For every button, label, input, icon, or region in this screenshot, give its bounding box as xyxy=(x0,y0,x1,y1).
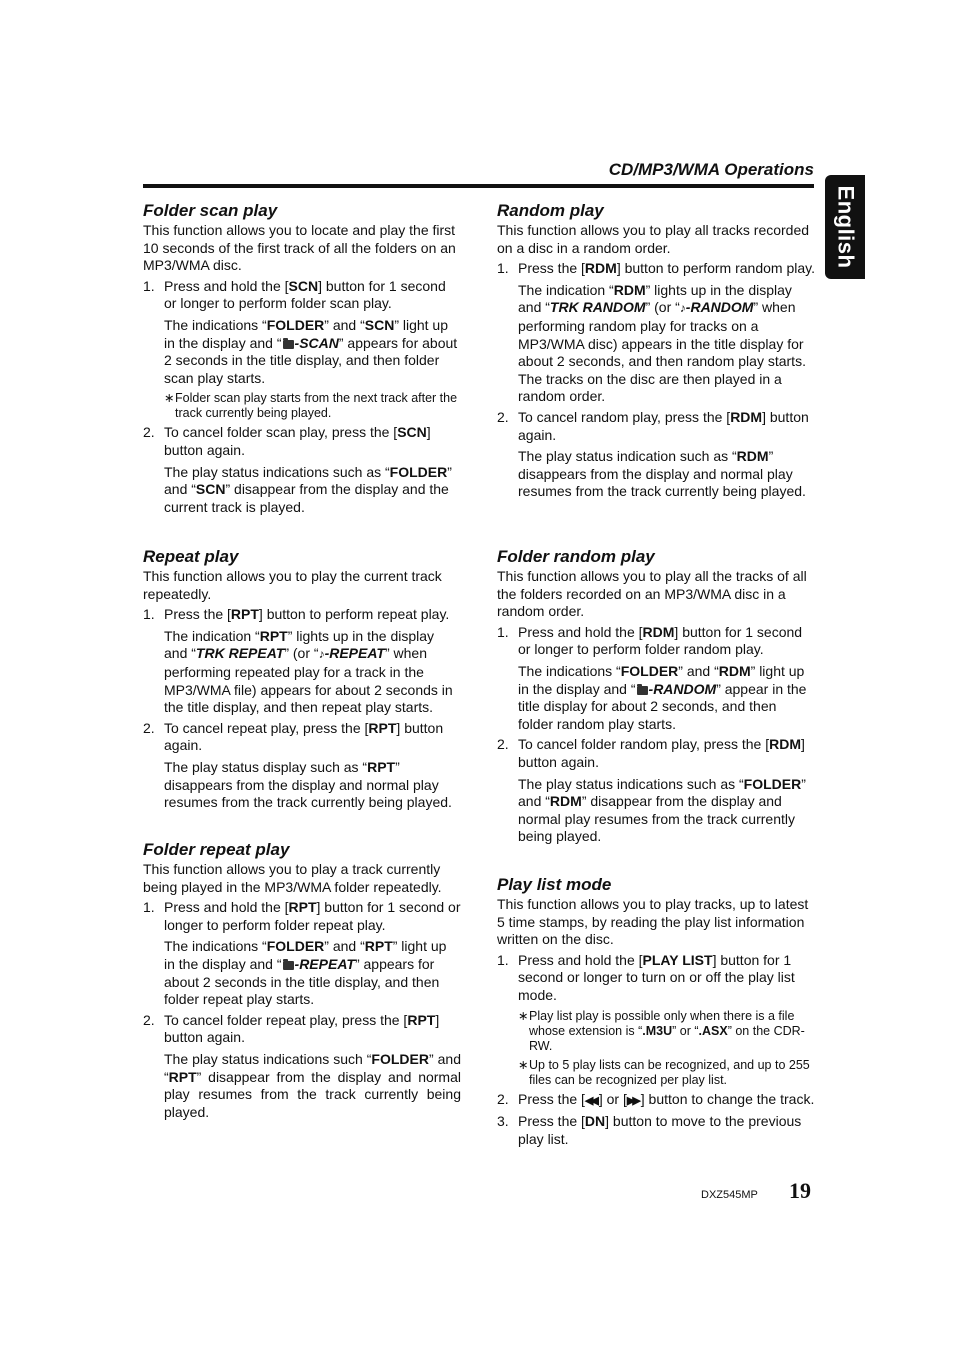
step-1: 1. Press the [RPT] button to perform repeat play. The indication “RPT” lights up in the display and “TRK REPEAT” (or “♪-REPEAT” when performing repeated play for a track in the MP3/WMA file) appears for about 2 seconds in the title display, and then repeat play starts. xyxy=(143,606,461,717)
section-title: Repeat play xyxy=(143,547,239,566)
fine-print-note: ∗ Folder scan play starts from the next track after the track currently being played. xyxy=(164,391,458,421)
section-intro: This function allows you to play a track currently being played in the MP3/WMA folder repeatedly. xyxy=(143,861,442,895)
step-number: 2. xyxy=(143,424,155,441)
music-note-icon: ♪ xyxy=(679,301,686,316)
step-2: 2. Press the [◀◀ ] or [▶▶ ] button to change the track. xyxy=(497,1091,815,1111)
step-2: 2. To cancel folder random play, press the [RDM] button again. The play status indications such as “FOLDER” and “RDM” disappear from the display and normal play resumes from the track currently being played. xyxy=(497,736,815,846)
folder-icon xyxy=(637,686,648,695)
page-header-title: CD/MP3/WMA Operations xyxy=(608,160,814,179)
button-name: SCN xyxy=(288,277,319,294)
section-random-play xyxy=(497,201,815,504)
section-title: Folder random play xyxy=(497,547,655,566)
asterisk-icon: ∗ xyxy=(518,1057,529,1072)
section-intro: This function allows you to play all the tracks of all the folders recorded on an MP3/WMA disc in a random order. xyxy=(497,568,807,620)
section-intro: This function allows you to play tracks, up to latest 5 time stamps, by reading the play list information written on the disc. xyxy=(497,896,809,948)
step-2: 2. To cancel folder repeat play, press the [RPT] button again. The play status indications such “FOLDER” and “RPT” disappear from the display and normal play resumes from the track currently being played. xyxy=(143,1011,461,1120)
step-1 xyxy=(143,278,461,422)
previous-track-icon: ◀◀ xyxy=(584,1094,596,1107)
section-title: Folder repeat play xyxy=(143,840,290,859)
step-note: The indications “FOLDER” and “SCN” light up in the display and “ -SCAN” appears for about 2 seconds in the title display, and then folder scan play starts. xyxy=(164,316,458,386)
step-note: The play status indications such as “FOLDER” and “SCN” disappear from the display and the current track is played. xyxy=(164,463,452,515)
step-note: The play status indications such as “FOLDER” and “RDM” disappear from the display and normal play resumes from the track currently being played. xyxy=(518,775,806,845)
step-note: The indication “RPT” lights up in the display and “TRK REPEAT” (or “♪-REPEAT” when performing repeated play for a track in the MP3/WMA file) appears for about 2 seconds in the title display, and then repeat play starts. xyxy=(164,627,453,716)
step-1: 1. Press the [RDM] button to perform random play. The indication “RDM” lights up in the display and “TRK RANDOM” (or “♪-RANDOM” when performing random play for tracks on a MP3/WMA disc) appears in the title display for about 2 seconds, and then random play starts. The tracks on the disc are then played in a random order. xyxy=(497,260,815,405)
fine-print-note: ∗ Play list play is possible only when there is a file whose extension is “.M3U” or “.ASX” on the CDR-RW. xyxy=(518,1008,805,1053)
step-note: The indications “FOLDER” and “RDM” light up in the display and “ -RANDOM” appear in the title display for about 2 seconds, and then folder random play starts. xyxy=(518,662,807,732)
section-folder-random-play xyxy=(497,547,815,849)
section-intro: This function allows you to play all tracks recorded on a disc in a random order. xyxy=(497,222,810,256)
step-1: 1. Press and hold the [PLAY LIST] button for 1 second or longer to turn on or off the play list mode. ∗ Play list play is possible only when there is a file whose extension is “.M3U” or “.ASX” on the CDR-RW. ∗ Up to 5 play lists can be recognized, and up to 255 files can be recognized per play list. xyxy=(497,952,815,1088)
header-rule xyxy=(143,184,814,188)
page-number: 19 xyxy=(789,1178,811,1203)
section-title: Play list mode xyxy=(497,875,612,894)
step-text: ] button for 1 second or longer to perform folder scan play. xyxy=(164,277,446,312)
step-text: Press and hold the [ xyxy=(164,277,289,294)
asterisk-icon: ∗ xyxy=(164,391,175,406)
section-repeat-play xyxy=(143,547,461,815)
language-tab-label: English xyxy=(833,185,859,269)
step-note: The play status display such as “RPT” disappears from the display and normal play resumes from the track currently being played. xyxy=(164,758,452,811)
section-intro: This function allows you to locate and play the first 10 seconds of the first track of all the folders on an MP3/WMA disc. xyxy=(143,222,456,274)
step-note: The play status indication such as “RDM” disappears from the display and normal play resumes from the track currently being played. xyxy=(518,448,806,500)
section-play-list-mode xyxy=(497,875,815,1151)
step-note: The indication “RDM” lights up in the display and “TRK RANDOM” (or “♪-RANDOM” when performing random play for tracks on a MP3/WMA disc) appears in the title display for about 2 seconds, and then random play starts. The tracks on the disc are then played in a random order. xyxy=(518,281,806,405)
step-3: 3. Press the [DN] button to move to the previous play list. xyxy=(497,1113,802,1147)
section-intro: This function allows you to play the current track repeatedly. xyxy=(143,568,442,602)
section-folder-repeat-play xyxy=(143,840,461,1124)
footer-model: DXZ545MP xyxy=(701,1189,758,1201)
step-number: 1. xyxy=(143,277,155,294)
step-1: 1. Press and hold the [RDM] button for 1 second or longer to perform folder random play. The indications “FOLDER” and “RDM” light up in the display and “ -RANDOM” appear in the title display for about 2 seconds, and then folder random play starts. xyxy=(497,624,815,734)
music-note-icon: ♪ xyxy=(318,647,325,662)
step-2: 2. To cancel repeat play, press the [RPT] button again. The play status display such as “RPT” disappears from the display and normal play resumes from the track currently being played. xyxy=(143,720,461,812)
section-title: Folder scan play xyxy=(143,201,278,220)
step-1: 1. Press and hold the [RPT] button for 1 second or longer to perform folder repeat play. The indications “FOLDER” and “RPT” light up in the display and “ -REPEAT” appears for about 2 seconds in the title display, and then folder repeat play starts. xyxy=(143,899,461,1008)
folder-icon xyxy=(283,961,294,970)
folder-icon xyxy=(283,340,294,349)
step-2: 2. To cancel folder scan play, press the [SCN] button again. The play status indications such as “FOLDER” and “SCN” disappear from the display and the current track is played. xyxy=(143,424,461,516)
fine-print-note: ∗ Up to 5 play lists can be recognized, and up to 255 files can be recognized per play list. xyxy=(518,1057,810,1087)
step-note: The indications “FOLDER” and “RPT” light up in the display and “ -REPEAT” appears for about 2 seconds in the title display, and then folder repeat play starts. xyxy=(164,938,447,1008)
section-folder-scan-play xyxy=(143,201,461,519)
section-title: Random play xyxy=(497,201,604,220)
step-note: The play status indications such “FOLDER” and “RPT” disappear from the display and normal play resumes from the track currently being played. xyxy=(164,1050,461,1120)
step-2: 2. To cancel random play, press the [RDM] button again. The play status indication such as “RDM” disappears from the display and normal play resumes from the track currently being played. xyxy=(497,409,815,501)
next-track-icon: ▶▶ xyxy=(626,1094,638,1107)
asterisk-icon: ∗ xyxy=(518,1008,529,1023)
language-tab xyxy=(825,175,865,279)
